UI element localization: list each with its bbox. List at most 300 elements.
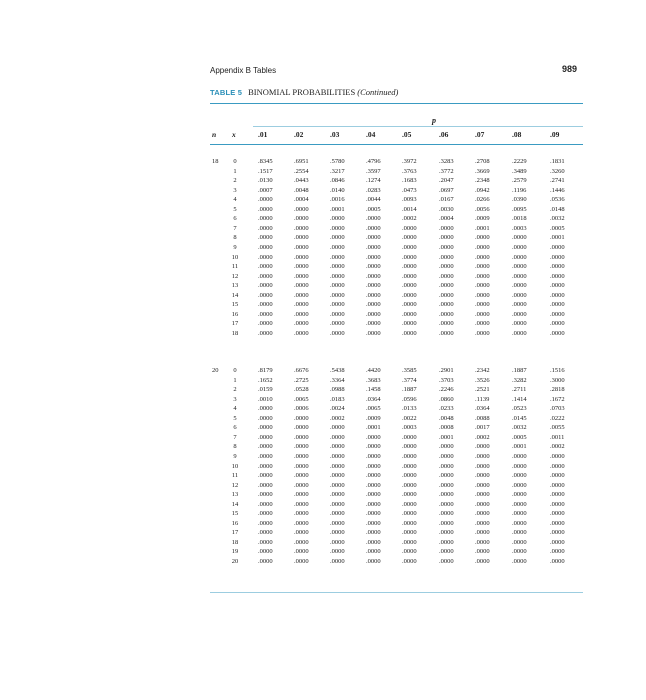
probability-cell: .0000 xyxy=(475,310,490,318)
probability-cell: .0000 xyxy=(439,558,454,565)
probability-cell: .0000 xyxy=(439,253,454,261)
x-value: 8 xyxy=(233,234,237,242)
probability-cell: .0000 xyxy=(366,519,381,527)
probability-cell: .0000 xyxy=(402,519,417,527)
probability-cell: .0000 xyxy=(550,538,565,546)
page-number: 989 xyxy=(562,64,578,74)
x-value: 9 xyxy=(233,452,237,460)
probability-cell: .0000 xyxy=(294,224,309,232)
probability-cell: .0000 xyxy=(330,291,345,299)
probability-cell: .0000 xyxy=(330,452,345,460)
probability-cell: .0000 xyxy=(550,243,565,251)
probability-cell: .0000 xyxy=(402,272,417,280)
probability-cell: .0988 xyxy=(330,386,345,394)
probability-cell: .0183 xyxy=(330,395,345,403)
probability-cell: .1139 xyxy=(475,395,490,403)
probability-cell: .0000 xyxy=(439,510,454,518)
probability-cell: .0000 xyxy=(330,462,345,470)
probability-cell: .0000 xyxy=(330,510,345,518)
probability-cell: .0000 xyxy=(475,263,490,271)
probability-cell: .0000 xyxy=(366,462,381,470)
probability-cell: .0000 xyxy=(475,538,490,546)
probability-cell: .0000 xyxy=(366,500,381,508)
probability-cell: .0390 xyxy=(512,196,527,204)
probability-cell: .0000 xyxy=(402,329,417,337)
probability-cell: .0000 xyxy=(258,320,273,328)
probability-cell: .0000 xyxy=(439,329,454,337)
probability-cell: .0000 xyxy=(439,320,454,328)
bottom-rule xyxy=(210,592,583,593)
probability-cell: .3282 xyxy=(512,376,527,384)
probability-cell: .0014 xyxy=(402,205,417,213)
probability-cell: .4796 xyxy=(366,158,381,165)
probability-cell: .0528 xyxy=(294,386,309,394)
probability-cell: .0017 xyxy=(475,424,490,432)
probability-cell: .0000 xyxy=(330,253,345,261)
probability-cell: .0266 xyxy=(475,196,490,204)
x-value: 6 xyxy=(233,424,237,432)
probability-cell: .0000 xyxy=(294,500,309,508)
probability-cell: .0000 xyxy=(258,510,273,518)
probability-cell: .0000 xyxy=(366,282,381,290)
probability-cell: .0222 xyxy=(550,414,565,422)
probability-cell: .0000 xyxy=(330,310,345,318)
probability-cell: .0000 xyxy=(330,263,345,271)
x-value: 17 xyxy=(231,320,239,328)
n-column-header: n xyxy=(212,130,217,139)
probability-cell: .0000 xyxy=(258,310,273,318)
probability-cell: .0000 xyxy=(294,234,309,242)
x-value: 11 xyxy=(231,472,239,480)
probability-cell: .0000 xyxy=(258,452,273,460)
table-title: BINOMIAL PROBABILITIES xyxy=(248,87,356,97)
probability-cell: .0000 xyxy=(402,263,417,271)
probability-cell: .1683 xyxy=(402,177,417,185)
probability-cell: .0000 xyxy=(512,234,527,242)
probability-cell: .2047 xyxy=(439,177,454,185)
probability-cell: .5438 xyxy=(330,367,345,374)
probability-cell: .0000 xyxy=(330,234,345,242)
probability-cell: .0000 xyxy=(330,491,345,499)
probability-cell: .0000 xyxy=(475,548,490,556)
probability-cell: .0167 xyxy=(439,196,454,204)
probability-cell: .0000 xyxy=(550,452,565,460)
probability-cell: .0016 xyxy=(330,196,345,204)
probability-cell: .0523 xyxy=(512,405,527,413)
probability-cell: .0000 xyxy=(366,529,381,537)
probability-cell: .0000 xyxy=(475,243,490,251)
x-value: 20 xyxy=(231,558,239,565)
probability-cell: .0001 xyxy=(366,424,381,432)
probability-cell: .0159 xyxy=(258,386,273,394)
probability-cell: .0003 xyxy=(512,224,527,232)
probability-cell: .0000 xyxy=(402,558,417,565)
probability-cell: .3217 xyxy=(330,167,345,175)
probability-cell: .0000 xyxy=(550,491,565,499)
probability-cell: .0005 xyxy=(550,224,565,232)
probability-cell: .0703 xyxy=(550,405,565,413)
probability-cell: .0000 xyxy=(475,272,490,280)
probability-cell: .0000 xyxy=(330,548,345,556)
probability-cell: .0005 xyxy=(512,433,527,441)
probability-cell: .0000 xyxy=(330,529,345,537)
probability-cell: .0000 xyxy=(512,529,527,537)
x-value: 19 xyxy=(231,548,239,556)
probability-cell: .0000 xyxy=(439,224,454,232)
probability-cell: .0000 xyxy=(550,500,565,508)
probability-cell: .0000 xyxy=(402,224,417,232)
probability-cell: .3972 xyxy=(402,158,417,165)
probability-cell: .0018 xyxy=(512,215,527,223)
x-value: 1 xyxy=(233,167,237,175)
x-value: 12 xyxy=(231,481,239,489)
x-value: 16 xyxy=(231,519,239,527)
probability-cell: .0000 xyxy=(258,301,273,309)
table-continued-note: (Continued) xyxy=(357,87,399,97)
p-label: p xyxy=(432,116,436,125)
probability-cell: .0048 xyxy=(294,186,309,194)
x-value: 9 xyxy=(233,243,237,251)
probability-cell: .0000 xyxy=(439,481,454,489)
probability-cell: .0000 xyxy=(366,263,381,271)
probability-cell: .0000 xyxy=(512,310,527,318)
probability-cell: .0000 xyxy=(402,433,417,441)
probability-cell: .0000 xyxy=(258,433,273,441)
probability-cell: .0000 xyxy=(439,443,454,451)
probability-cell: .5780 xyxy=(330,158,345,165)
probability-cell: .0000 xyxy=(366,443,381,451)
x-value: 15 xyxy=(231,510,239,518)
probability-cell: .0130 xyxy=(258,177,273,185)
p-column-header: .09 xyxy=(550,130,560,139)
probability-cell: .0000 xyxy=(475,519,490,527)
probability-cell: .0005 xyxy=(366,205,381,213)
probability-cell: .0000 xyxy=(330,320,345,328)
probability-cell: .0000 xyxy=(258,243,273,251)
probability-cell: .0093 xyxy=(402,196,417,204)
probability-cell: .0000 xyxy=(439,548,454,556)
probability-cell: .6676 xyxy=(294,367,309,374)
probability-cell: .0000 xyxy=(258,253,273,261)
probability-cell: .1652 xyxy=(258,376,273,384)
probability-cell: .0000 xyxy=(330,433,345,441)
probability-cell: .0000 xyxy=(512,329,527,337)
probability-cell: .1274 xyxy=(366,177,381,185)
probability-cell: .0030 xyxy=(439,205,454,213)
probability-cell: .8345 xyxy=(258,158,273,165)
x-value: 15 xyxy=(231,301,239,309)
probability-cell: .0000 xyxy=(294,491,309,499)
probability-cell: .0000 xyxy=(294,282,309,290)
probability-cell: .0009 xyxy=(475,215,490,223)
probability-cell: .0000 xyxy=(402,452,417,460)
probability-cell: .0000 xyxy=(258,405,273,413)
x-value: 4 xyxy=(233,196,237,204)
probability-cell: .0000 xyxy=(475,443,490,451)
probability-cell: .0044 xyxy=(366,196,381,204)
n-value: 18 xyxy=(212,158,219,165)
probability-cell: .0000 xyxy=(258,443,273,451)
probability-cell: .0000 xyxy=(439,282,454,290)
probability-cell: .0000 xyxy=(439,301,454,309)
probability-cell: .0000 xyxy=(512,558,527,565)
x-column-header: x xyxy=(232,130,236,139)
probability-cell: .0000 xyxy=(475,282,490,290)
probability-cell: .0000 xyxy=(258,558,273,565)
probability-cell: .3669 xyxy=(475,167,490,175)
probability-cell: .0000 xyxy=(366,224,381,232)
probability-cell: .0000 xyxy=(294,301,309,309)
probability-cell: .0000 xyxy=(550,510,565,518)
probability-cell: .0000 xyxy=(366,301,381,309)
probability-cell: .3000 xyxy=(550,376,565,384)
p-column-header: .06 xyxy=(439,130,449,139)
probability-cell: .0000 xyxy=(475,291,490,299)
probability-cell: .0145 xyxy=(512,414,527,422)
probability-cell: .0000 xyxy=(258,263,273,271)
probability-cell: .0000 xyxy=(512,243,527,251)
x-value: 0 xyxy=(233,158,237,165)
x-value: 3 xyxy=(233,186,237,194)
probability-cell: .0000 xyxy=(512,519,527,527)
probability-cell: .0000 xyxy=(475,452,490,460)
x-value: 8 xyxy=(233,443,237,451)
probability-cell: .0000 xyxy=(294,291,309,299)
x-value: 14 xyxy=(231,291,239,299)
probability-cell: .0000 xyxy=(294,510,309,518)
probability-cell: .0000 xyxy=(550,548,565,556)
probability-cell: .0000 xyxy=(439,538,454,546)
probability-cell: .0000 xyxy=(512,320,527,328)
n-value: 20 xyxy=(212,367,219,374)
probability-cell: .0000 xyxy=(402,462,417,470)
probability-cell: .0000 xyxy=(439,472,454,480)
probability-cell: .0000 xyxy=(550,253,565,261)
p-column-header: .08 xyxy=(512,130,522,139)
probability-cell: .2708 xyxy=(475,158,490,165)
probability-cell: .0002 xyxy=(330,414,345,422)
header-rule xyxy=(210,144,583,145)
probability-cell: .0000 xyxy=(475,472,490,480)
probability-cell: .1831 xyxy=(550,158,565,165)
probability-cell: .0000 xyxy=(366,558,381,565)
probability-cell: .0000 xyxy=(402,500,417,508)
probability-cell: .0000 xyxy=(475,510,490,518)
x-value: 17 xyxy=(231,529,239,537)
probability-cell: .0000 xyxy=(402,538,417,546)
probability-cell: .0000 xyxy=(294,519,309,527)
probability-cell: .0000 xyxy=(512,291,527,299)
probability-cell: .0000 xyxy=(475,500,490,508)
probability-cell: .2818 xyxy=(550,386,565,394)
probability-cell: .0000 xyxy=(439,452,454,460)
probability-cell: .3489 xyxy=(512,167,527,175)
probability-cell: .0000 xyxy=(294,253,309,261)
probability-cell: .0000 xyxy=(366,291,381,299)
probability-cell: .0000 xyxy=(475,301,490,309)
probability-cell: .0000 xyxy=(330,424,345,432)
probability-cell: .0000 xyxy=(294,243,309,251)
probability-cell: .0000 xyxy=(439,500,454,508)
probability-cell: .0000 xyxy=(294,263,309,271)
probability-cell: .0000 xyxy=(475,253,490,261)
probability-cell: .1516 xyxy=(550,367,565,374)
probability-cell: .0000 xyxy=(439,491,454,499)
probability-cell: .0596 xyxy=(402,395,417,403)
probability-cell: .0000 xyxy=(512,263,527,271)
p-column-header: .01 xyxy=(258,130,268,139)
probability-cell: .0000 xyxy=(550,320,565,328)
probability-cell: .3703 xyxy=(439,376,454,384)
probability-cell: .0000 xyxy=(512,472,527,480)
probability-cell: .0443 xyxy=(294,177,309,185)
probability-cell: .0000 xyxy=(475,462,490,470)
probability-cell: .0000 xyxy=(512,548,527,556)
probability-cell: .0000 xyxy=(258,491,273,499)
probability-cell: .0055 xyxy=(550,424,565,432)
probability-cell: .0000 xyxy=(330,282,345,290)
probability-cell: .0000 xyxy=(366,433,381,441)
probability-cell: .0000 xyxy=(330,215,345,223)
x-value: 12 xyxy=(231,272,239,280)
probability-cell: .0000 xyxy=(258,529,273,537)
probability-cell: .0008 xyxy=(439,424,454,432)
probability-cell: .0000 xyxy=(258,205,273,213)
probability-cell: .0003 xyxy=(402,424,417,432)
probability-cell: .0010 xyxy=(258,395,273,403)
probability-cell: .1414 xyxy=(512,395,527,403)
probability-cell: .0000 xyxy=(258,519,273,527)
probability-cell: .0000 xyxy=(439,310,454,318)
probability-cell: .0000 xyxy=(402,548,417,556)
probability-cell: .0473 xyxy=(402,186,417,194)
probability-cell: .0000 xyxy=(402,291,417,299)
probability-cell: .0000 xyxy=(294,310,309,318)
probability-cell: .0000 xyxy=(330,481,345,489)
probability-cell: .0000 xyxy=(550,519,565,527)
p-column-header: .04 xyxy=(366,130,376,139)
probability-cell: .0000 xyxy=(512,462,527,470)
probability-cell: .0002 xyxy=(475,433,490,441)
probability-cell: .0000 xyxy=(294,548,309,556)
running-header-section: Appendix B Tables xyxy=(210,66,277,75)
x-value: 13 xyxy=(231,282,239,290)
probability-cell: .0000 xyxy=(439,519,454,527)
probability-cell: .0000 xyxy=(294,215,309,223)
probability-cell: .0000 xyxy=(294,462,309,470)
probability-cell: .0000 xyxy=(402,472,417,480)
probability-cell: .3774 xyxy=(402,376,417,384)
p-column-header: .02 xyxy=(294,130,304,139)
probability-cell: .0002 xyxy=(550,443,565,451)
probability-cell: .3364 xyxy=(330,376,345,384)
probability-cell: .0000 xyxy=(294,272,309,280)
probability-cell: .0846 xyxy=(330,177,345,185)
x-value: 13 xyxy=(231,491,239,499)
probability-cell: .0000 xyxy=(512,272,527,280)
probability-cell: .0000 xyxy=(512,481,527,489)
probability-cell: .0001 xyxy=(512,443,527,451)
probability-cell: .0000 xyxy=(294,472,309,480)
probability-cell: .0000 xyxy=(366,329,381,337)
probability-cell: .0000 xyxy=(294,329,309,337)
probability-cell: .0133 xyxy=(402,405,417,413)
x-value: 14 xyxy=(231,500,239,508)
probability-cell: .0000 xyxy=(366,491,381,499)
probability-cell: .0942 xyxy=(475,186,490,194)
probability-cell: .0000 xyxy=(550,310,565,318)
probability-cell: .1887 xyxy=(512,367,527,374)
probability-cell: .3585 xyxy=(402,367,417,374)
probability-cell: .0001 xyxy=(550,234,565,242)
probability-cell: .0000 xyxy=(402,481,417,489)
probability-cell: .0000 xyxy=(439,529,454,537)
probability-cell: .3526 xyxy=(475,376,490,384)
x-value: 16 xyxy=(231,310,239,318)
probability-cell: .0000 xyxy=(402,234,417,242)
probability-cell: .0233 xyxy=(439,405,454,413)
x-value: 18 xyxy=(231,329,239,337)
probability-cell: .0000 xyxy=(366,272,381,280)
probability-cell: .0001 xyxy=(439,433,454,441)
probability-cell: .0000 xyxy=(258,272,273,280)
x-value: 5 xyxy=(233,205,237,213)
probability-cell: .0000 xyxy=(366,320,381,328)
probability-cell: .0000 xyxy=(402,491,417,499)
probability-cell: .2579 xyxy=(512,177,527,185)
probability-cell: .0000 xyxy=(439,291,454,299)
probability-cell: .0148 xyxy=(550,205,565,213)
probability-cell: .0000 xyxy=(366,548,381,556)
x-value: 0 xyxy=(233,367,237,374)
probability-cell: .0364 xyxy=(366,395,381,403)
probability-cell: .0009 xyxy=(366,414,381,422)
probability-cell: .0000 xyxy=(439,462,454,470)
x-value: 10 xyxy=(231,253,239,261)
probability-cell: .0283 xyxy=(366,186,381,194)
probability-cell: .2246 xyxy=(439,386,454,394)
probability-cell: .0000 xyxy=(475,329,490,337)
probability-cell: .3683 xyxy=(366,376,381,384)
probability-cell: .0000 xyxy=(439,272,454,280)
probability-cell: .0000 xyxy=(550,301,565,309)
probability-cell: .0000 xyxy=(475,234,490,242)
probability-cell: .0000 xyxy=(294,538,309,546)
probability-cell: .0000 xyxy=(475,491,490,499)
probability-cell: .2229 xyxy=(512,158,527,165)
probability-cell: .0000 xyxy=(258,291,273,299)
probability-cell: .0088 xyxy=(475,414,490,422)
probability-cell: .0000 xyxy=(330,443,345,451)
probability-cell: .0000 xyxy=(402,310,417,318)
probability-cell: .0007 xyxy=(258,186,273,194)
probability-cell: .0000 xyxy=(258,414,273,422)
probability-cell: .0001 xyxy=(475,224,490,232)
probability-cell: .0002 xyxy=(402,215,417,223)
probability-cell: .2741 xyxy=(550,177,565,185)
probability-cell: .0000 xyxy=(512,253,527,261)
probability-cell: .0000 xyxy=(366,538,381,546)
probability-cell: .0001 xyxy=(330,205,345,213)
probability-cell: .0000 xyxy=(550,263,565,271)
probability-cell: .0000 xyxy=(402,301,417,309)
probability-cell: .0000 xyxy=(402,320,417,328)
probability-cell: .2711 xyxy=(512,386,527,394)
probability-cell: .8179 xyxy=(258,367,273,374)
x-value: 5 xyxy=(233,414,237,422)
probability-cell: .0000 xyxy=(550,291,565,299)
probability-cell: .0000 xyxy=(294,205,309,213)
